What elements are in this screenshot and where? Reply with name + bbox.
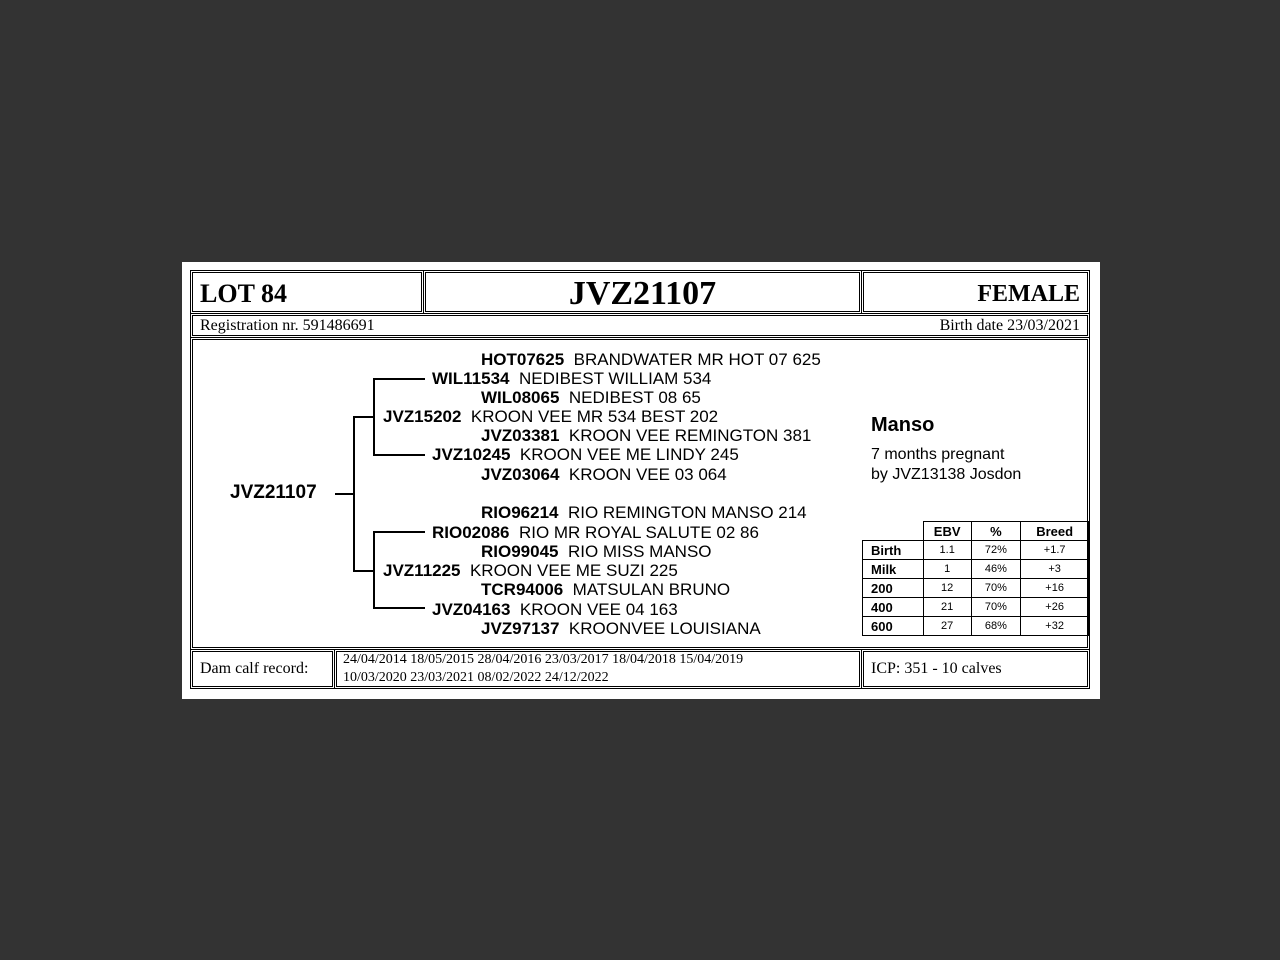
sex-box <box>861 270 1090 314</box>
ebv-trait: Birth <box>863 541 924 560</box>
ped-code: JVZ10245 <box>432 445 511 464</box>
pedigree-entry <box>481 350 821 370</box>
ped-name: KROON VEE ME SUZI 225 <box>469 561 678 580</box>
lot-card <box>182 262 1100 699</box>
ebv-row <box>863 560 1089 579</box>
id-box <box>423 270 862 314</box>
tree-line <box>353 416 355 572</box>
ebv-breed: +1.7 <box>1021 541 1089 560</box>
pedigree-entry <box>432 523 759 543</box>
ebv-value: 27 <box>923 617 971 636</box>
ebv-header-row <box>863 522 1089 541</box>
ebv-accuracy: 68% <box>971 617 1021 636</box>
ped-name: KROONVEE LOUISIANA <box>568 619 761 638</box>
ped-name: KROON VEE 04 163 <box>519 600 678 619</box>
ebv-value: 12 <box>923 579 971 598</box>
ped-code: RIO99045 <box>481 542 559 561</box>
pedigree-entry <box>481 465 727 485</box>
tree-line <box>373 378 375 456</box>
ped-code: JVZ11225 <box>383 561 461 580</box>
ebv-breed: +16 <box>1021 579 1089 598</box>
tree-line <box>335 493 354 495</box>
ebv-value: 1.1 <box>923 541 971 560</box>
ped-name: KROON VEE REMINGTON 381 <box>568 426 812 445</box>
pedigree-entry <box>481 503 807 523</box>
pedigree-entry <box>481 619 761 639</box>
pedigree-entry <box>383 407 718 427</box>
ebv-trait: 600 <box>863 617 924 636</box>
ped-code: JVZ03064 <box>481 465 560 484</box>
ped-code: JVZ03381 <box>481 426 560 445</box>
ebv-breed: +26 <box>1021 598 1089 617</box>
animal-name: Manso <box>871 414 935 436</box>
pedigree-entry <box>432 600 678 620</box>
ped-name: KROON VEE ME LINDY 245 <box>519 445 739 464</box>
dam-calf-label: Dam calf record: <box>200 660 309 677</box>
ped-name: MATSULAN BRUNO <box>572 580 731 599</box>
lot-number: LOT 84 <box>200 279 287 308</box>
pregnancy-sire: by JVZ13138 Josdon <box>871 466 1022 483</box>
tree-line <box>373 531 425 533</box>
ebv-breed: +3 <box>1021 560 1089 579</box>
ebv-accuracy: 72% <box>971 541 1021 560</box>
dam-calf-label-box <box>190 649 335 689</box>
ped-name: BRANDWATER MR HOT 07 625 <box>573 350 821 369</box>
ped-name: NEDIBEST WILLIAM 534 <box>518 369 712 388</box>
ebv-row <box>863 541 1089 560</box>
tree-line <box>373 378 425 380</box>
ebv-accuracy: 70% <box>971 579 1021 598</box>
ebv-row <box>863 598 1089 617</box>
ped-code: JVZ04163 <box>432 600 511 619</box>
sex-label: FEMALE <box>977 281 1080 307</box>
tree-line <box>373 454 425 456</box>
ped-code: RIO96214 <box>481 503 559 522</box>
ped-code: TCR94006 <box>481 580 564 599</box>
icp-summary: ICP: 351 - 10 calves <box>871 660 1002 677</box>
ebv-value: 21 <box>923 598 971 617</box>
ped-name: RIO MISS MANSO <box>567 542 712 561</box>
registration-number: Registration nr. 591486691 <box>200 317 375 334</box>
ped-code: HOT07625 <box>481 350 565 369</box>
ped-code: JVZ97137 <box>481 619 560 638</box>
ebv-trait: 200 <box>863 579 924 598</box>
ebv-accuracy: 46% <box>971 560 1021 579</box>
lot-box <box>190 270 424 314</box>
ebv-breed: +32 <box>1021 617 1089 636</box>
ebv-col-header: EBV <box>923 522 971 541</box>
animal-id-title: JVZ21107 <box>568 275 717 312</box>
ebv-col-header: Breed <box>1021 522 1089 541</box>
ebv-corner <box>863 522 924 541</box>
ebv-row <box>863 579 1089 598</box>
dam-calf-dates-box <box>334 649 862 689</box>
dam-calf-dates-line2: 10/03/2020 23/03/2021 08/02/2022 24/12/2022 <box>343 670 609 685</box>
ebv-table <box>862 521 1089 636</box>
dam-calf-dates-line1: 24/04/2014 18/05/2015 28/04/2016 23/03/2017 18/04/2018 15/04/2019 <box>343 652 744 667</box>
ebv-trait: 400 <box>863 598 924 617</box>
ebv-col-header: % <box>971 522 1021 541</box>
tree-line <box>353 416 374 418</box>
icp-box <box>861 649 1090 689</box>
pedigree-subject: JVZ21107 <box>230 482 317 503</box>
pedigree-entry <box>432 369 711 389</box>
ped-name: KROON VEE 03 064 <box>568 465 727 484</box>
pedigree-entry <box>481 388 701 408</box>
ped-name: RIO MR ROYAL SALUTE 02 86 <box>518 523 759 542</box>
registration-box <box>190 313 1090 338</box>
ped-code: WIL11534 <box>432 369 510 388</box>
ped-code: RIO02086 <box>432 523 510 542</box>
pedigree-entry <box>481 542 712 562</box>
ped-code: JVZ15202 <box>383 407 462 426</box>
pedigree-entry <box>481 426 811 446</box>
ped-code: WIL08065 <box>481 388 560 407</box>
ped-name: KROON VEE MR 534 BEST 202 <box>470 407 719 426</box>
pedigree-entry <box>481 580 730 600</box>
tree-line <box>353 570 374 572</box>
ped-name: NEDIBEST 08 65 <box>568 388 701 407</box>
ped-name: RIO REMINGTON MANSO 214 <box>567 503 807 522</box>
pedigree-entry <box>432 445 739 465</box>
pedigree-entry <box>383 561 678 581</box>
ebv-value: 1 <box>923 560 971 579</box>
pregnancy-status: 7 months pregnant <box>871 446 1005 463</box>
tree-line <box>373 607 425 609</box>
birth-date: Birth date 23/03/2021 <box>939 317 1080 334</box>
ebv-accuracy: 70% <box>971 598 1021 617</box>
ebv-trait: Milk <box>863 560 924 579</box>
tree-line <box>373 531 375 609</box>
ebv-row <box>863 617 1089 636</box>
